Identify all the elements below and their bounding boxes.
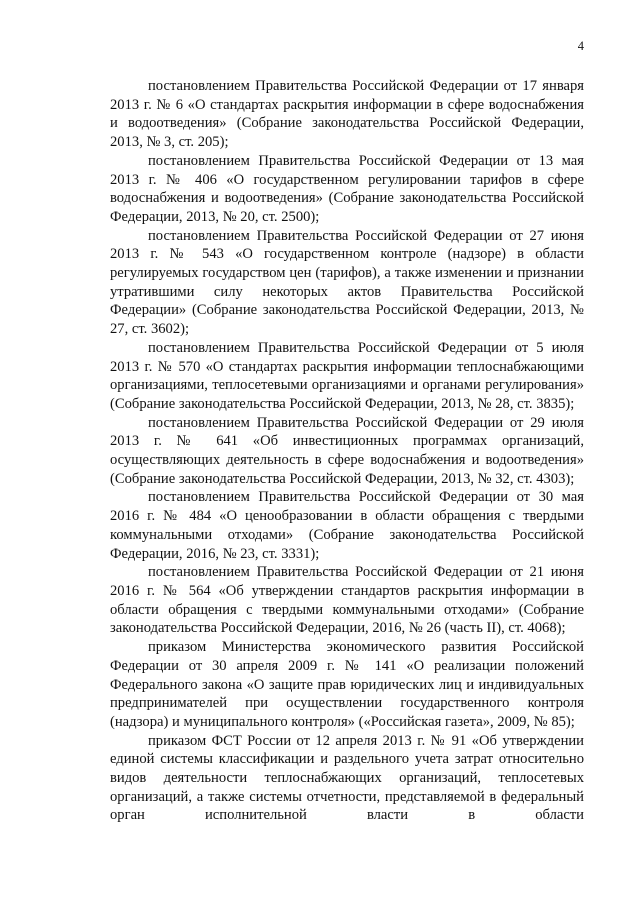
legal-reference-paragraph: постановлением Правительства Российской Федерации от 29 июля 2013 г. № 641 «Об инвестиционных программах организаций, осуществляющих деятельность в сфере водоснабжения и водоотведения» (Собрание законодательства Российской Федерации, 2013, № 32, ст. 4303);: [110, 414, 584, 487]
legal-reference-paragraph: приказом Министерства экономического развития Российской Федерации от 30 апреля 2009 г. № 141 «О реализации положений Федерального закона «О защите прав юридических лиц и индивидуальных предпринимателей при осуществлении государственного контроля (надзора) и муниципального контроля» («Российская газета», 2009, № 85);: [110, 639, 584, 730]
legal-reference-paragraph: постановлением Правительства Российской Федерации от 30 мая 2016 г. № 484 «О ценообразовании в области обращения с твердыми коммунальными отходами» (Собрание законодательства Российской Федерации, 2016, № 23, ст. 3331);: [110, 489, 584, 562]
legal-reference-paragraph: постановлением Правительства Российской Федерации от 27 июня 2013 г. № 543 «О государственном контроле (надзоре) в области регулируемых государством цен (тарифов), а также изменении и признании утратившими силу некоторых актов Правительства Российской Федерации» (Собрание законодательства Российской Федерации, 2013, № 27, ст. 3602);: [110, 227, 584, 338]
page-number: 4: [577, 39, 584, 53]
legal-reference-paragraph: постановлением Правительства Российской Федерации от 13 мая 2013 г. № 406 «О государственном регулировании тарифов в сфере водоснабжения и водоотведения» (Собрание законодательства Российской Федерации, 2013, № 20, ст. 2500);: [110, 152, 584, 225]
legal-reference-paragraph: постановлением Правительства Российской Федерации от 17 января 2013 г. № 6 «О стандартах раскрытия информации в сфере водоснабжения и водоотведения» (Собрание законодательства Российской Федерации, 2013, № 3, ст. 205);: [110, 78, 584, 151]
legal-reference-paragraph: приказом ФСТ России от 12 апреля 2013 г. № 91 «Об утверждении единой системы классификации и раздельного учета затрат относительно видов деятельности теплоснабжающих организаций, теплосетевых организаций, а также системы отчетности, представляемой в федеральный орган исполнительной власти в области: [110, 732, 584, 824]
legal-reference-paragraph: постановлением Правительства Российской Федерации от 21 июня 2016 г. № 564 «Об утверждении стандартов раскрытия информации в области обращения с твердыми коммунальными отходами» (Собрание законодательства Российской Федерации, 2016, № 26 (часть II), ст. 4068);: [110, 564, 584, 637]
document-body: [110, 77, 584, 825]
legal-reference-paragraph: постановлением Правительства Российской Федерации от 5 июля 2013 г. № 570 «О стандартах раскрытия информации теплоснабжающими организациями, теплосетевыми организациями и органами регулирования» (Собрание законодательства Российской Федерации, 2013, № 28, ст. 3835);: [110, 339, 584, 412]
